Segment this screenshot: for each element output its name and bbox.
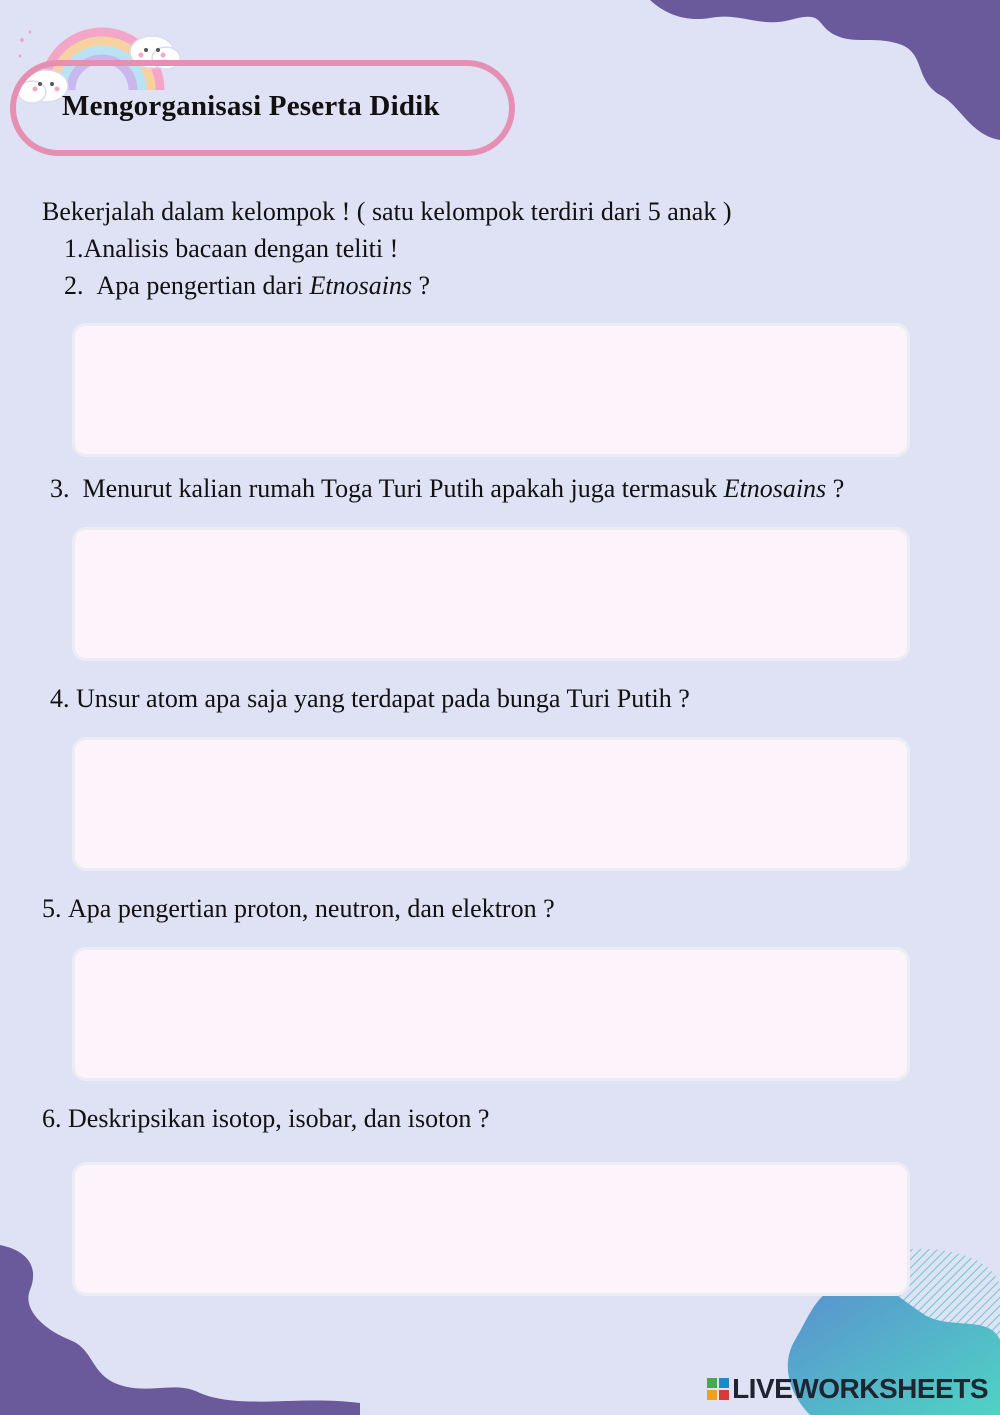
page-title: Mengorganisasi Peserta Didik bbox=[62, 90, 440, 122]
answer-box-6[interactable] bbox=[72, 1162, 910, 1296]
question-text: Apa pengertian proton, neutron, dan elektron ? bbox=[68, 894, 555, 923]
question-4 bbox=[50, 684, 690, 714]
answer-box-2[interactable] bbox=[72, 323, 910, 457]
question-text: Apa pengertian dari bbox=[96, 271, 310, 300]
liveworksheets-mark-icon bbox=[707, 1378, 729, 1400]
answer-box-3[interactable] bbox=[72, 527, 910, 661]
question-number: 1. bbox=[64, 234, 84, 263]
logo-text: LIVEWORKSHEETS bbox=[732, 1373, 988, 1404]
question-1 bbox=[64, 234, 398, 264]
instruction-text: Bekerjalah dalam kelompok ! ( satu kelompok terdiri dari 5 anak ) bbox=[42, 197, 732, 226]
question-number: 4. bbox=[50, 684, 70, 713]
question-italic-term: Etnosains bbox=[309, 271, 413, 300]
question-text: Unsur atom apa saja yang terdapat pada bunga Turi Putih ? bbox=[76, 684, 690, 713]
answer-box-5[interactable] bbox=[72, 947, 910, 1081]
question-2 bbox=[64, 271, 430, 301]
question-number: 5. bbox=[42, 894, 62, 923]
question-text: Deskripsikan isotop, isobar, dan isoton ? bbox=[68, 1104, 490, 1133]
question-italic-term: Etnosains bbox=[723, 474, 827, 503]
question-number: 2. bbox=[64, 271, 84, 300]
question-suffix: ? bbox=[412, 271, 431, 300]
liveworksheets-logo bbox=[707, 1373, 988, 1405]
question-3 bbox=[50, 474, 844, 504]
answer-box-4[interactable] bbox=[72, 737, 910, 871]
question-6 bbox=[42, 1104, 489, 1134]
question-text: Analisis bacaan dengan teliti ! bbox=[83, 234, 399, 263]
question-5 bbox=[42, 894, 555, 924]
question-number: 3. bbox=[50, 474, 70, 503]
question-suffix: ? bbox=[826, 474, 845, 503]
question-number: 6. bbox=[42, 1104, 62, 1133]
question-text: Menurut kalian rumah Toga Turi Putih apakah juga termasuk bbox=[82, 474, 724, 503]
corner-blob-top-right bbox=[640, 0, 1000, 140]
